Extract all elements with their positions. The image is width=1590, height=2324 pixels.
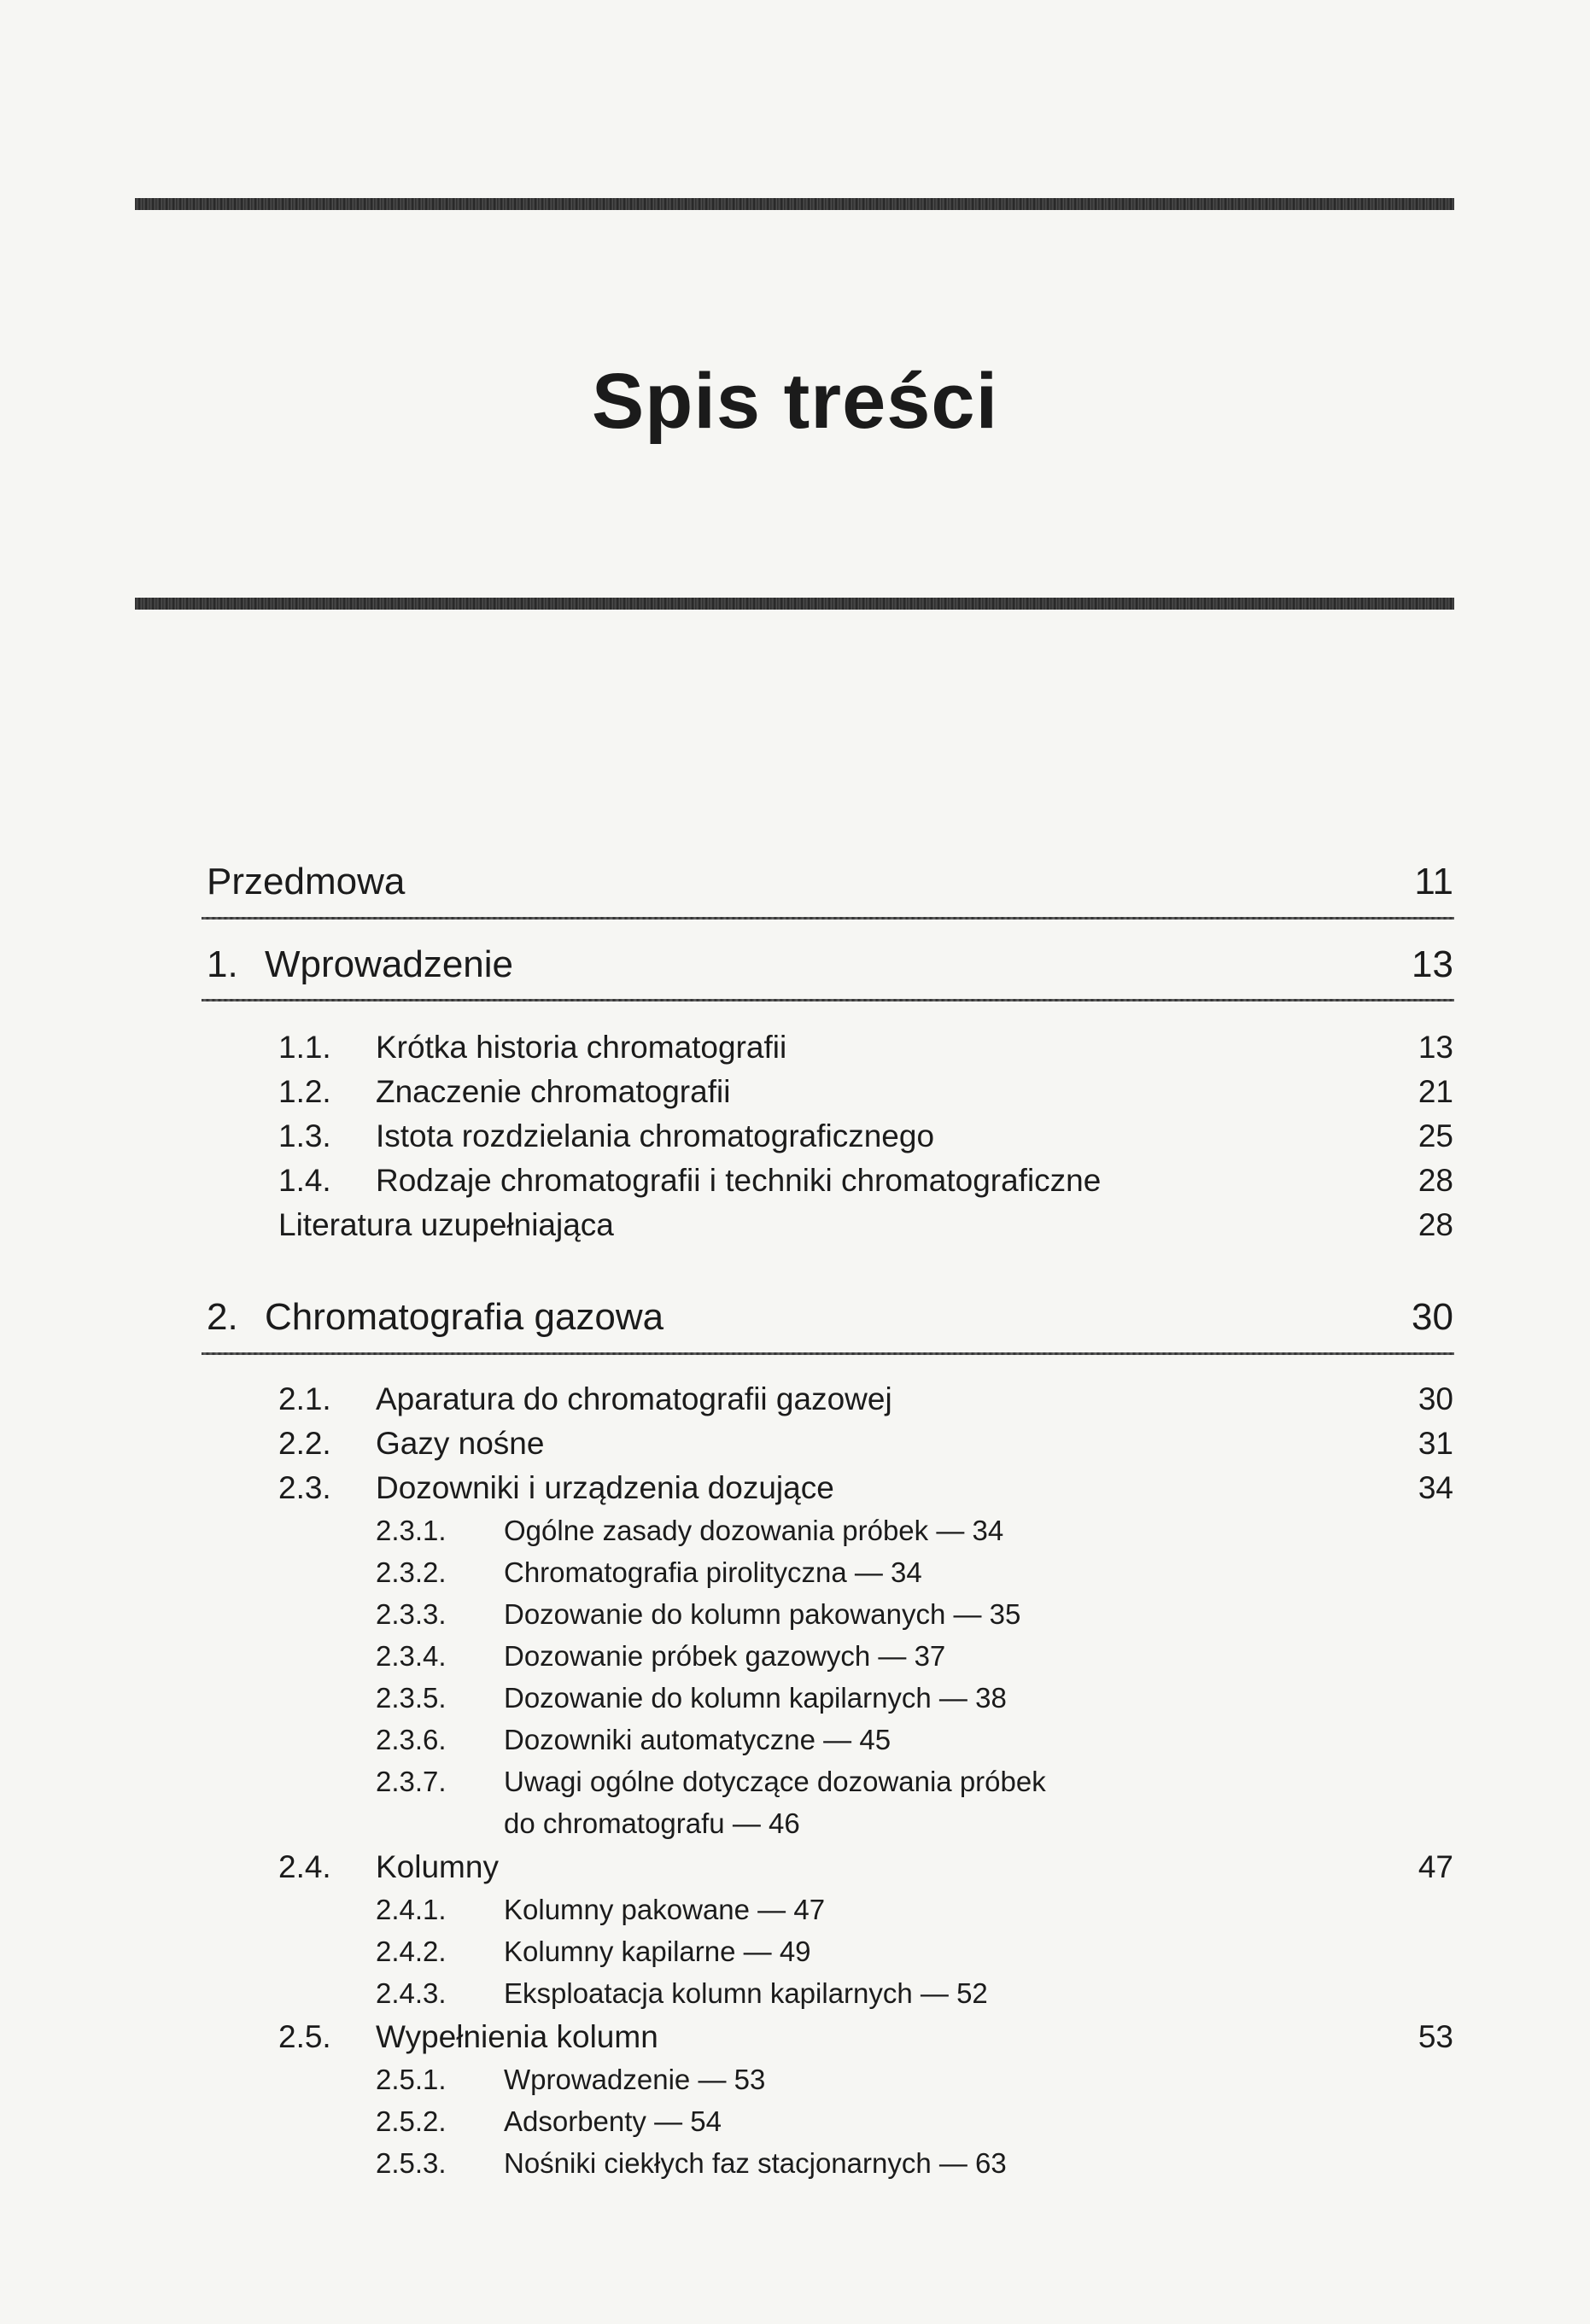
toc-section — [278, 1470, 834, 1506]
section-label: Aparatura do chromatografii gazowej — [376, 1381, 892, 1416]
section-number: 2.5. — [278, 2019, 331, 2054]
toc-subsection — [376, 1682, 1007, 1714]
toc-subsection — [376, 1936, 811, 1968]
section-label: Kolumny — [376, 1849, 499, 1884]
subsection-number: 2.3.4. — [376, 1640, 447, 1672]
chapter-divider — [202, 1352, 1454, 1355]
chapter-divider — [202, 917, 1454, 920]
section-number: 2.3. — [278, 1470, 331, 1505]
toc-chapter-1-page: 13 — [1412, 943, 1453, 985]
subsection-label: Dozowniki automatyczne — 45 — [504, 1724, 891, 1755]
toc-preface-page: 11 — [1414, 861, 1453, 902]
toc-preface-label: Przedmowa — [207, 861, 406, 902]
toc-subsection — [376, 1556, 922, 1589]
section-label: Rodzaje chromatografii i techniki chromatograficzne — [376, 1163, 1102, 1198]
subsection-label: Chromatografia pirolityczna — 34 — [504, 1556, 922, 1588]
chapter-divider — [202, 999, 1454, 1001]
section-number: 1.4. — [278, 1163, 331, 1198]
toc-subsection — [376, 1766, 1046, 1798]
section-label: Dozowniki i urządzenia dozujące — [376, 1470, 834, 1505]
subsection-number: 2.5.3. — [376, 2147, 447, 2179]
section-page: 30 — [1418, 1381, 1453, 1416]
toc-preface — [207, 861, 405, 903]
subsection-label: Nośniki ciekłych faz stacjonarnych — 63 — [504, 2147, 1007, 2179]
subsection-number: 2.4.2. — [376, 1936, 447, 1967]
toc-subsection — [376, 2064, 765, 2096]
toc-section — [278, 1163, 1101, 1199]
section-number: 1.2. — [278, 1074, 331, 1109]
section-label: Wypełnienia kolumn — [376, 2019, 658, 2054]
toc-literature — [278, 1207, 614, 1243]
chapter-label: Chromatografia gazowa — [265, 1296, 664, 1338]
subsection-number: 2.4.3. — [376, 1977, 447, 2009]
toc-subsection-continuation — [504, 1807, 800, 1840]
section-label: Istota rozdzielania chromatograficznego — [376, 1118, 935, 1153]
chapter-number: 1. — [207, 943, 238, 985]
toc-subsection — [376, 1640, 945, 1673]
toc-chapter-2 — [207, 1296, 663, 1339]
subsection-number: 2.3.3. — [376, 1598, 447, 1630]
subsection-number: 2.5.2. — [376, 2105, 447, 2137]
section-label: Znaczenie chromatografii — [376, 1074, 731, 1109]
section-page: 21 — [1418, 1074, 1453, 1109]
subsection-number: 2.5.1. — [376, 2064, 447, 2095]
subsection-number: 2.3.2. — [376, 1556, 447, 1588]
section-page: 31 — [1418, 1426, 1453, 1461]
subsection-label: Kolumny kapilarne — 49 — [504, 1936, 811, 1967]
subsection-label: Ogólne zasady dozowania próbek — 34 — [504, 1515, 1004, 1546]
toc-chapter-1 — [207, 943, 513, 986]
subsection-number: 2.3.7. — [376, 1766, 447, 1797]
toc-section — [278, 1074, 730, 1110]
subsection-label-continued: do chromatografu — 46 — [504, 1807, 800, 1839]
subsection-label: Wprowadzenie — 53 — [504, 2064, 766, 2095]
section-page: 28 — [1418, 1163, 1453, 1198]
subsection-label: Uwagi ogólne dotyczące dozowania próbek — [504, 1766, 1046, 1797]
section-page: 13 — [1418, 1030, 1453, 1065]
toc-section — [278, 1426, 544, 1462]
title-bottom-rule — [135, 598, 1454, 610]
toc-section — [278, 1030, 786, 1066]
subsection-number: 2.3.1. — [376, 1515, 447, 1546]
toc-section — [278, 1118, 934, 1154]
section-page: 25 — [1418, 1118, 1453, 1153]
subsection-label: Kolumny pakowane — 47 — [504, 1894, 826, 1925]
section-label: Krótka historia chromatografii — [376, 1030, 787, 1065]
literature-page: 28 — [1418, 1207, 1453, 1242]
toc-section — [278, 1381, 892, 1417]
section-number: 2.2. — [278, 1426, 331, 1461]
section-page: 53 — [1418, 2019, 1453, 2054]
section-number: 1.1. — [278, 1030, 331, 1065]
section-page: 47 — [1418, 1849, 1453, 1884]
subsection-label: Eksploatacja kolumn kapilarnych — 52 — [504, 1977, 988, 2009]
section-number: 1.3. — [278, 1118, 331, 1153]
subsection-label: Adsorbenty — 54 — [504, 2105, 722, 2137]
toc-subsection — [376, 2105, 722, 2138]
toc-subsection — [376, 2147, 1007, 2180]
toc-subsection — [376, 1977, 988, 2010]
section-number: 2.4. — [278, 1849, 331, 1884]
toc-subsection — [376, 1598, 1020, 1631]
toc-chapter-2-page: 30 — [1412, 1296, 1453, 1338]
subsection-label: Dozowanie do kolumn kapilarnych — 38 — [504, 1682, 1007, 1714]
subsection-number: 2.3.5. — [376, 1682, 447, 1714]
section-number: 2.1. — [278, 1381, 331, 1416]
subsection-number: 2.3.6. — [376, 1724, 447, 1755]
subsection-number: 2.4.1. — [376, 1894, 447, 1925]
subsection-label: Dozowanie próbek gazowych — 37 — [504, 1640, 946, 1672]
toc-subsection — [376, 1724, 891, 1756]
literature-label: Literatura uzupełniająca — [278, 1207, 614, 1242]
chapter-label: Wprowadzenie — [265, 943, 514, 985]
top-decorative-rule — [135, 198, 1454, 210]
chapter-number: 2. — [207, 1296, 238, 1338]
page-title: Spis treści — [591, 358, 999, 445]
section-label: Gazy nośne — [376, 1426, 545, 1461]
section-page: 34 — [1418, 1470, 1453, 1505]
toc-section — [278, 2019, 658, 2055]
toc-section — [278, 1849, 499, 1885]
toc-subsection — [376, 1515, 1003, 1547]
subsection-label: Dozowanie do kolumn pakowanych — 35 — [504, 1598, 1021, 1630]
toc-subsection — [376, 1894, 825, 1926]
